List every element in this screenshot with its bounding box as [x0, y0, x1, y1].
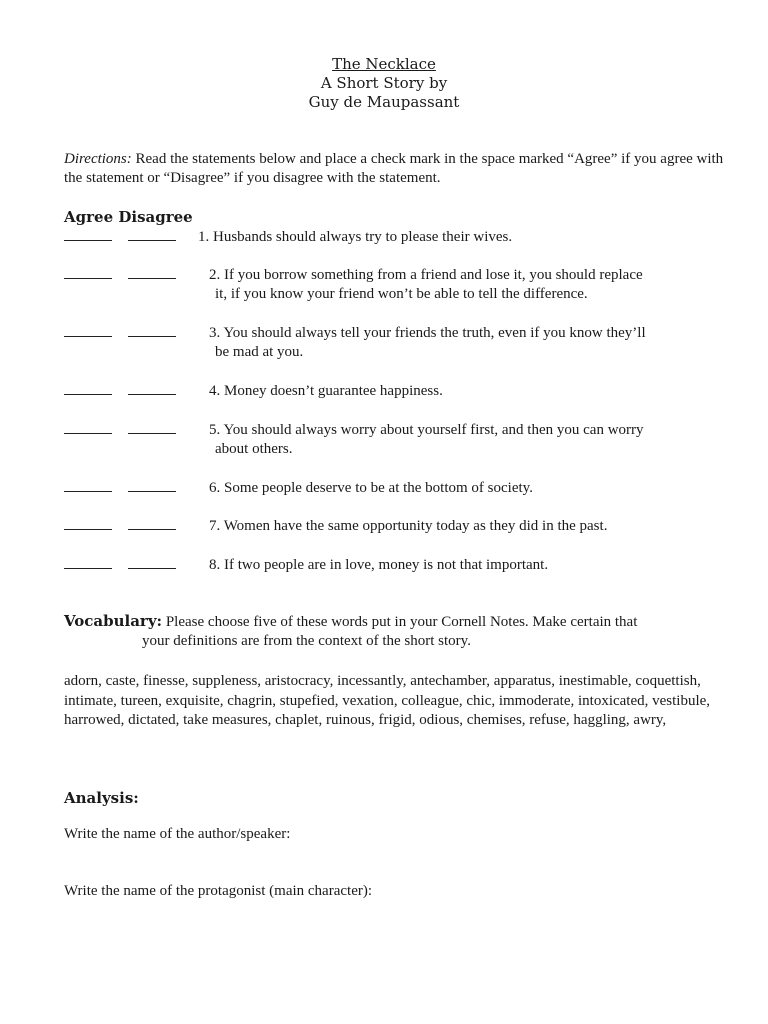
story-subtitle: A Short Story by — [320, 74, 448, 92]
vocabulary-section — [64, 612, 724, 651]
analysis-question: Write the name of the protagonist (main character): — [64, 883, 373, 899]
disagree-blank[interactable] — [128, 491, 176, 492]
statement-text: 5. You should always worry about yourself first, and then you can worry about others. — [209, 422, 644, 457]
statement-text: 4. Money doesn’t guarantee happiness. — [209, 383, 443, 399]
analysis-heading: Analysis: — [64, 789, 139, 807]
vocabulary-word-list: adorn, caste, finesse, suppleness, aristocracy, incessantly, antechamber, apparatus, inestimable, coquettish, intimate, tureen, exquisite, chagrin, stupefied, vexation, colleague, chic, immoderate, intoxicated, vestibule, harrowed, dictated, take measures, chaplet, ruinous, frigid, odious, chemises, refuse, haggling, awry, — [64, 673, 711, 728]
statement-text: 2. If you borrow something from a friend and lose it, you should replace it, if you know your friend won’t be able to tell the difference. — [209, 267, 643, 302]
vocabulary-instruction: Please choose five of these words put in your Cornell Notes. Make certain that — [162, 614, 638, 630]
agree-blank[interactable] — [64, 529, 112, 530]
vocabulary-instruction-continued: your definitions are from the context of the short story. — [142, 633, 471, 649]
column-headers — [64, 208, 193, 226]
disagree-header: Disagree — [118, 208, 193, 226]
directions-paragraph — [64, 150, 724, 188]
agree-blank[interactable] — [64, 240, 112, 241]
disagree-blank[interactable] — [128, 336, 176, 337]
disagree-blank[interactable] — [128, 394, 176, 395]
title-block — [0, 55, 768, 112]
agree-blank[interactable] — [64, 336, 112, 337]
statement-text: 6. Some people deserve to be at the bottom of society. — [209, 480, 533, 496]
agree-header: Agree — [64, 208, 114, 226]
agree-blank[interactable] — [64, 394, 112, 395]
vocabulary-label: Vocabulary: — [64, 612, 163, 630]
statement-text: 1. Husbands should always try to please their wives. — [198, 229, 513, 245]
statement-text: 3. You should always tell your friends the truth, even if you know they’ll be mad at you. — [209, 325, 646, 360]
disagree-blank[interactable] — [128, 278, 176, 279]
analysis-question: Write the name of the author/speaker: — [64, 826, 291, 842]
disagree-blank[interactable] — [128, 529, 176, 530]
story-author: Guy de Maupassant — [308, 93, 460, 111]
story-title: The Necklace — [332, 55, 436, 73]
statement-text: 7. Women have the same opportunity today as they did in the past. — [209, 518, 608, 534]
directions-text: Read the statements below and place a check mark in the space marked “Agree” if you agree with the statement or “Disagree” if you disagree with the statement. — [64, 151, 724, 186]
disagree-blank[interactable] — [128, 433, 176, 434]
agree-blank[interactable] — [64, 433, 112, 434]
disagree-blank[interactable] — [128, 240, 176, 241]
directions-label: Directions: — [64, 151, 132, 167]
agree-blank[interactable] — [64, 491, 112, 492]
statement-text: 8. If two people are in love, money is not that important. — [209, 557, 549, 573]
agree-blank[interactable] — [64, 278, 112, 279]
agree-blank[interactable] — [64, 568, 112, 569]
disagree-blank[interactable] — [128, 568, 176, 569]
